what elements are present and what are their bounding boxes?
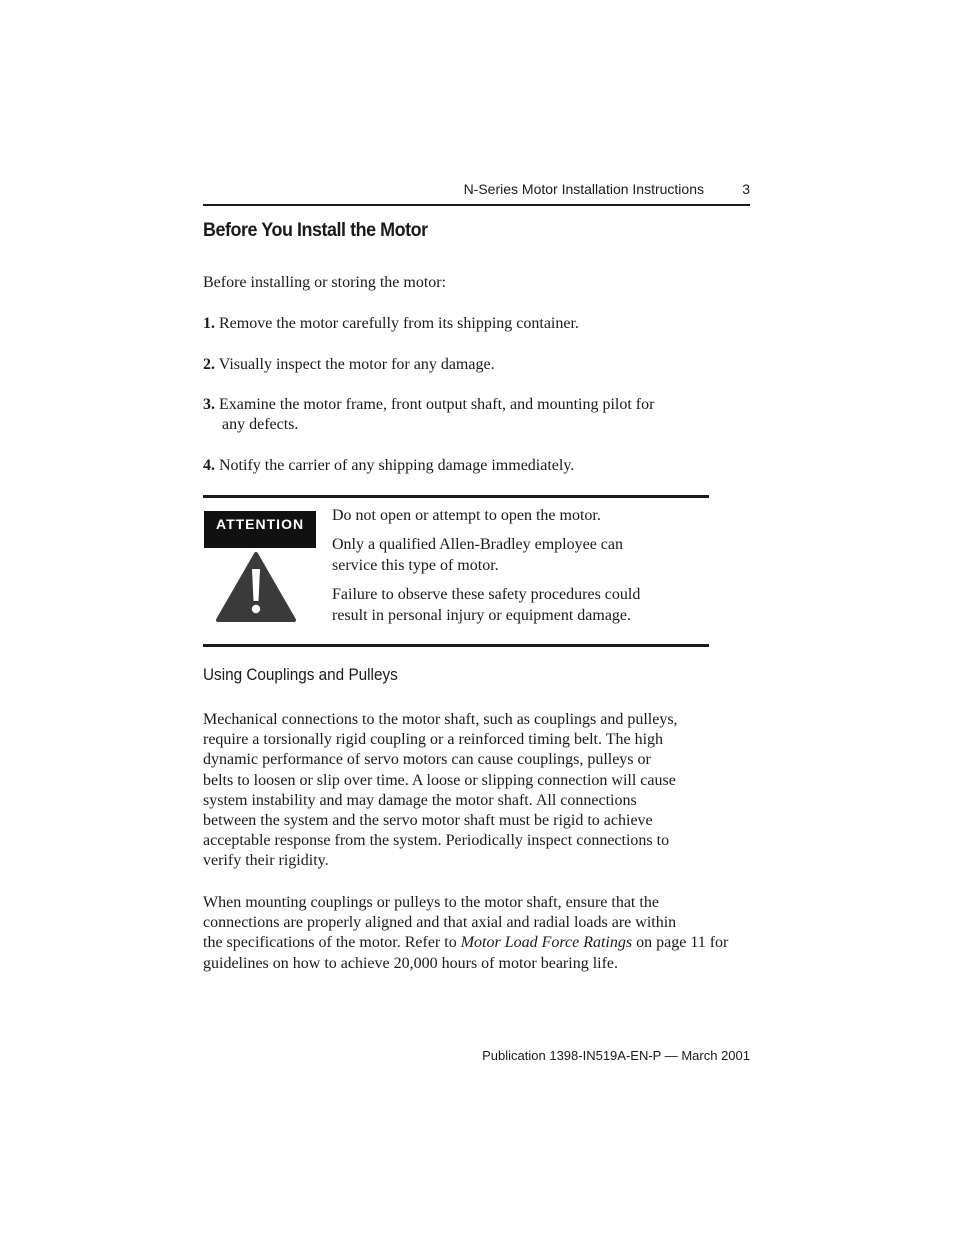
paragraph-line: dynamic performance of servo motors can cause couplings, pulleys or <box>203 751 651 769</box>
page-number: 3 <box>742 181 750 197</box>
paragraph-mounting <box>203 893 728 974</box>
attention-label: ATTENTION <box>204 511 316 548</box>
paragraph-line: system instability and may damage the motor shaft. All connections <box>203 791 637 809</box>
attention-text-continued: result in personal injury or equipment damage. <box>332 606 632 624</box>
step-text: Remove the motor carefully from its shipping container. <box>219 315 579 332</box>
paragraph-line: Mechanical connections to the motor shaft, such as couplings and pulleys, <box>203 711 678 728</box>
step-4 <box>203 456 574 476</box>
paragraph-line: the specifications of the motor. Refer to <box>203 934 461 952</box>
publication-footer: Publication 1398-IN519A-EN-P — March 2001 <box>482 1048 750 1063</box>
paragraph-line: When mounting couplings or pulleys to the motor shaft, ensure that the <box>203 894 659 911</box>
step-number: 2. <box>203 356 215 373</box>
paragraph-line: belts to loosen or slip over time. A loose or slipping connection will cause <box>203 771 676 789</box>
step-1 <box>203 314 579 334</box>
paragraph-line: connections are properly aligned and that axial and radial loads are within <box>203 914 677 932</box>
step-number: 4. <box>203 457 215 474</box>
subsection-title: Using Couplings and Pulleys <box>203 665 398 684</box>
step-text-continued: any defects. <box>222 416 299 434</box>
attention-line <box>332 535 623 576</box>
step-3 <box>203 395 654 435</box>
paragraph-line: verify their rigidity. <box>203 852 329 870</box>
paragraph-line: acceptable response from the system. Periodically inspect connections to <box>203 832 670 850</box>
step-text: Notify the carrier of any shipping damage immediately. <box>219 457 575 474</box>
attention-text: Only a qualified Allen-Bradley employee can <box>332 536 624 553</box>
attention-top-rule <box>203 495 709 498</box>
attention-text-continued: service this type of motor. <box>332 556 499 574</box>
attention-line: Do not open or attempt to open the motor. <box>332 507 601 524</box>
paragraph-line: between the system and the servo motor shaft must be rigid to achieve <box>203 812 653 830</box>
running-header <box>203 180 750 206</box>
step-number: 3. <box>203 396 215 413</box>
paragraph-couplings <box>203 710 678 872</box>
step-text: Examine the motor frame, front output shaft, and mounting pilot for <box>219 396 655 413</box>
cross-reference: Motor Load Force Ratings <box>460 934 633 952</box>
paragraph-line: on page 11 for <box>632 934 729 952</box>
step-number: 1. <box>203 315 215 332</box>
section-title: Before You Install the Motor <box>203 219 428 241</box>
warning-triangle-icon <box>215 551 297 623</box>
step-text: Visually inspect the motor for any damage. <box>218 356 495 373</box>
attention-text: Failure to observe these safety procedures could <box>332 586 641 603</box>
paragraph-line: guidelines on how to achieve 20,000 hours of motor bearing life. <box>203 954 619 972</box>
intro-text: Before installing or storing the motor: <box>203 274 447 291</box>
attention-bottom-rule <box>203 644 709 647</box>
header-title: N-Series Motor Installation Instructions <box>463 181 704 197</box>
paragraph-line: require a torsionally rigid coupling or a reinforced timing belt. The high <box>203 731 664 749</box>
attention-line <box>332 585 640 626</box>
step-2 <box>203 355 495 375</box>
